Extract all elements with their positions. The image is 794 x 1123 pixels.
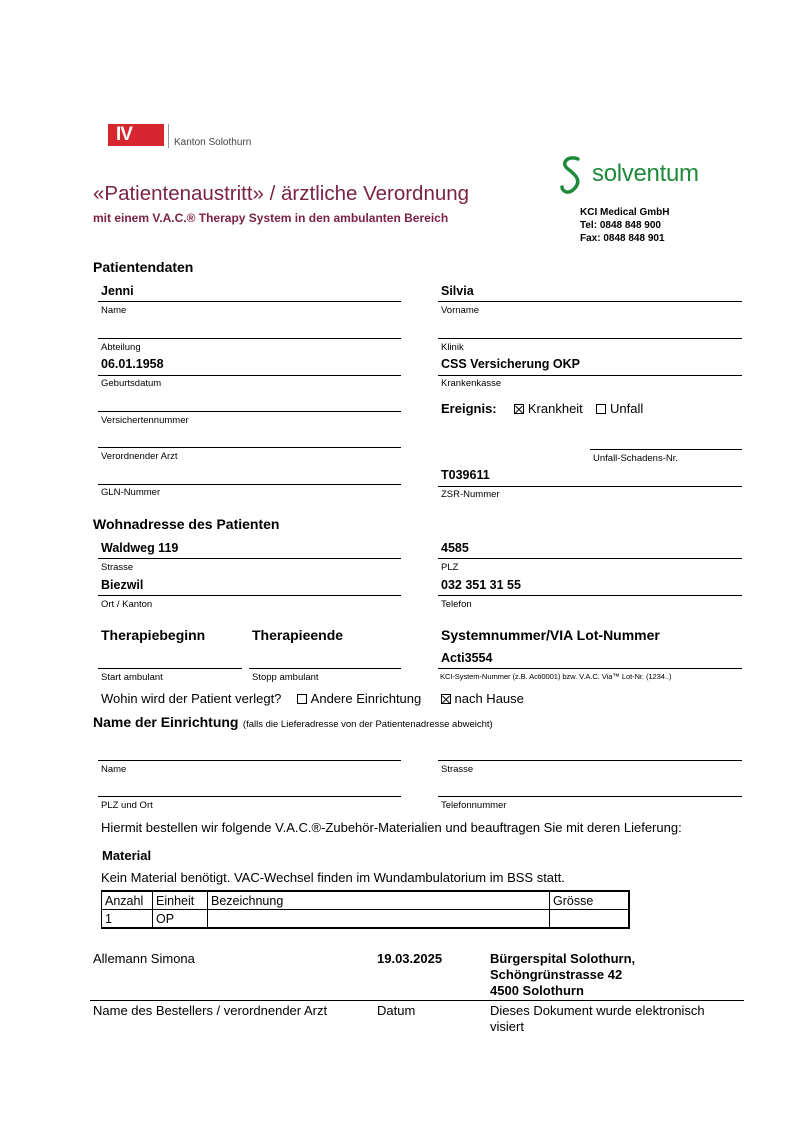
klinik-label: Klinik	[441, 342, 464, 353]
ereignis-group	[441, 401, 643, 416]
material-note: Kein Material benötigt. VAC-Wechsel finden im Wundambulatorium im BSS statt.	[101, 870, 565, 885]
divider-line	[438, 301, 742, 302]
section-facility-wrap	[93, 714, 493, 732]
start-label: Start ambulant	[101, 672, 163, 683]
ort-label: Ort / Kanton	[101, 599, 153, 610]
hospital-line-3: 4500 Solothurn	[490, 983, 584, 998]
andere-einrichtung-checkbox[interactable]	[297, 694, 307, 704]
section-patient: Patientendaten	[93, 259, 194, 275]
divider-line	[438, 595, 742, 596]
table-header-groesse: Grösse	[550, 891, 630, 910]
divider-line	[98, 375, 401, 376]
divider-line	[98, 484, 401, 485]
verlegung-question: Wohin wird der Patient verlegt?	[101, 691, 282, 706]
hospital-line-2: Schöngrünstrasse 42	[490, 967, 623, 982]
system-label: KCI-System-Nummer (z.B. Acti0001) bzw. V.A.C. Via™ Lot-Nr. (1234..)	[440, 672, 672, 681]
electronic-note: Dieses Dokument wurde elektronisch visiert	[490, 1003, 705, 1034]
solventum-logo-icon	[558, 155, 588, 195]
strasse-value[interactable]: Waldweg 119	[101, 541, 179, 555]
plz-value[interactable]: 4585	[441, 541, 469, 555]
andere-einrichtung-label: Andere Einrichtung	[310, 691, 422, 706]
divider-line	[590, 449, 742, 450]
form-title: «Patientenaustritt» / ärztliche Verordnung	[93, 182, 470, 205]
divider-line	[98, 447, 401, 448]
table-header-row	[102, 891, 630, 910]
krankenkasse-value[interactable]: CSS Versicherung OKP	[441, 357, 580, 371]
hospital-line-1: Bürgerspital Solothurn,	[490, 951, 636, 966]
telefon-label: Telefon	[441, 599, 472, 610]
gln-label: GLN-Nummer	[101, 487, 161, 498]
facility-telefon-label: Telefonnummer	[441, 800, 507, 811]
table-cell-groesse[interactable]	[550, 910, 630, 929]
facility-strasse-label: Strasse	[441, 764, 474, 775]
facility-plz-ort-label: PLZ und Ort	[101, 800, 153, 811]
company-contact	[580, 206, 669, 245]
divider-line	[98, 558, 401, 559]
plz-label: PLZ	[441, 562, 459, 573]
table-header-einheit: Einheit	[153, 891, 208, 910]
system-value[interactable]: Acti3554	[441, 651, 493, 665]
divider-line	[98, 338, 401, 339]
stopp-label: Stopp ambulant	[252, 672, 319, 683]
zsr-label: ZSR-Nummer	[441, 489, 500, 500]
table-cell-anzahl[interactable]: 1	[102, 910, 153, 929]
iv-logo-text: IV	[116, 124, 132, 145]
facility-note: (falls die Lieferadresse von der Patientenadresse abweicht)	[242, 719, 493, 730]
system-heading: Systemnummer/VIA Lot-Nummer	[441, 627, 660, 643]
hospital-address	[490, 951, 635, 999]
divider-line	[438, 558, 742, 559]
patient-name-label: Name	[101, 305, 127, 316]
facility-name-label: Name	[101, 764, 127, 775]
logo-divider	[168, 124, 169, 148]
divider-line	[438, 668, 742, 669]
date-label: Datum	[377, 1003, 416, 1018]
strasse-label: Strasse	[101, 562, 134, 573]
unfall-checkbox[interactable]	[596, 404, 606, 414]
versichertennummer-label: Versichertennummer	[101, 415, 189, 426]
ereignis-label: Ereignis:	[441, 401, 497, 416]
therapieende-heading: Therapieende	[252, 627, 344, 643]
ort-value[interactable]: Biezwil	[101, 578, 144, 592]
form-subtitle: mit einem V.A.C.® Therapy System in den ambulanten Bereich	[93, 211, 449, 225]
table-row[interactable]	[102, 910, 630, 929]
divider-line	[438, 486, 742, 487]
order-statement: Hiermit bestellen wir folgende V.A.C.®-Zubehör-Materialien und beauftragen Sie mit deren Lieferung:	[101, 820, 682, 835]
unfall-nr-label: Unfall-Schadens-Nr.	[593, 453, 679, 464]
divider-line	[438, 760, 742, 761]
orderer-value: Allemann Simona	[93, 951, 195, 966]
krankheit-checkbox[interactable]	[514, 404, 524, 414]
divider-line	[438, 375, 742, 376]
divider-line	[438, 338, 742, 339]
verlegung-group	[101, 691, 524, 706]
therapiebeginn-heading: Therapiebeginn	[101, 627, 206, 643]
unfall-label: Unfall	[610, 401, 644, 416]
table-header-anzahl: Anzahl	[102, 891, 153, 910]
orderer-label: Name des Bestellers / verordnender Arzt	[93, 1003, 328, 1018]
divider-line	[98, 411, 401, 412]
table-header-bezeichnung: Bezeichnung	[208, 891, 550, 910]
material-heading: Material	[102, 848, 152, 863]
material-table	[101, 890, 630, 929]
company-tel: Tel: 0848 848 900	[580, 220, 661, 231]
canton-name: Kanton Solothurn	[174, 137, 252, 148]
patient-vorname-label: Vorname	[441, 305, 480, 316]
divider-line	[98, 301, 401, 302]
telefon-value[interactable]: 032 351 31 55	[441, 578, 521, 592]
krankheit-label: Krankheit	[527, 401, 583, 416]
divider-line	[98, 595, 401, 596]
divider-line	[98, 760, 401, 761]
date-value: 19.03.2025	[377, 951, 443, 966]
table-cell-einheit[interactable]: OP	[153, 910, 208, 929]
divider-line	[98, 796, 401, 797]
zsr-value[interactable]: T039611	[441, 468, 490, 482]
geburtsdatum-label: Geburtsdatum	[101, 378, 162, 389]
patient-name-value[interactable]: Jenni	[101, 284, 134, 298]
solventum-logo-text: solventum	[592, 160, 699, 187]
divider-line	[98, 668, 242, 669]
nach-hause-checkbox[interactable]	[441, 694, 451, 704]
divider-line	[438, 796, 742, 797]
signature-divider	[90, 1000, 744, 1001]
divider-line	[249, 668, 401, 669]
patient-vorname-value[interactable]: Silvia	[441, 284, 474, 298]
geburtsdatum-value[interactable]: 06.01.1958	[101, 357, 164, 371]
section-address: Wohnadresse des Patienten	[93, 516, 280, 532]
section-facility: Name der Einrichtung	[93, 714, 239, 730]
krankenkasse-label: Krankenkasse	[441, 378, 502, 389]
table-cell-bezeichnung[interactable]	[208, 910, 550, 929]
company-name: KCI Medical GmbH	[580, 207, 670, 218]
arzt-label: Verordnender Arzt	[101, 451, 178, 462]
nach-hause-label: nach Hause	[454, 691, 524, 706]
company-fax: Fax: 0848 848 901	[580, 233, 665, 244]
abteilung-label: Abteilung	[101, 342, 141, 353]
